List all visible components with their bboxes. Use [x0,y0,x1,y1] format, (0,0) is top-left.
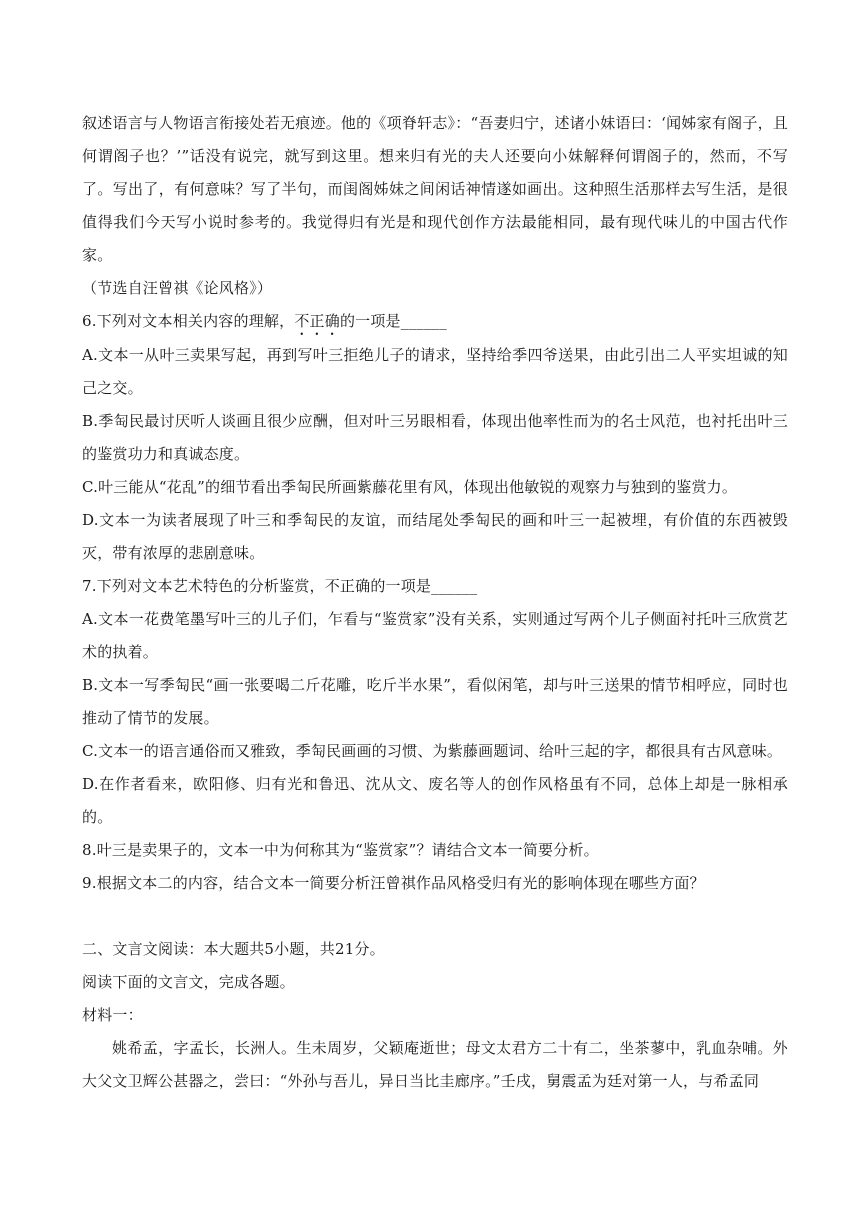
q7-option-a: A.文本一花费笔墨写叶三的儿子们，乍看与“鉴赏家”没有关系，实则通过写两个儿子侧面衬托叶三欣赏艺术的执着。 [82,610,788,661]
q6-option-d: D.文本一为读者展现了叶三和季匋民的友谊，而结尾处季匋民的画和叶三一起被埋，有价值的东西被毁灭，带有浓厚的悲剧意味。 [82,511,788,562]
emphasis-not-correct: 不正确 [294,312,340,330]
material-1-paragraph: 姚希孟，字孟长，长洲人。生未周岁，父颖庵逝世；母文太君方二十有二，坐茶蓼中，乳血杂哺。外大父文卫辉公甚器之，尝曰：“外孙与吾儿，异日当比圭廊序。”壬戌，舅震孟为廷对第一人，与希孟同 [82,1039,788,1090]
question-7-stem: 7.下列对文本艺术特色的分析鉴赏，不正确的一项是______ [82,577,478,595]
q7-option-d: D.在作者看来，欧阳修、归有光和鲁迅、沈从文、废名等人的创作风格虽有不同，总体上却是一脉相承的。 [82,775,788,826]
q6-option-a: A.文本一从叶三卖果写起，再到写叶三拒绝儿子的请求，坚持给季四爷送果，由此引出二人平实坦诚的知己之交。 [82,346,788,397]
section-gap [82,900,788,933]
document-page [82,107,788,1098]
passage-source: （节选自汪曾祺《论风格》） [82,279,273,297]
question-6-stem: 6.下列对文本相关内容的理解，不正确的一项是______ [82,312,447,330]
q6-option-b: B.季匋民最讨厌听人谈画且很少应酬，但对叶三另眼相看，体现出他率性而为的名士风范，也衬托出叶三的鉴赏功力和真诚态度。 [82,412,788,463]
q7-option-c: C.文本一的语言通俗而又雅致，季匋民画画的习惯、为紫藤画题词、给叶三起的字，都很具有古风意味。 [82,742,783,760]
q7-option-b: B.文本一写季匋民“画一张要喝二斤花雕，吃斤半水果”，看似闲笔，却与叶三送果的情节相呼应，同时也推动了情节的发展。 [82,676,788,727]
material-1-label: 材料一： [82,1006,143,1024]
question-8: 8.叶三是卖果子的，文本一中为何称其为“鉴赏家”？请结合文本一简要分析。 [82,841,599,859]
section-2-instruction: 阅读下面的文言文，完成各题。 [82,973,295,991]
question-9: 9.根据文本二的内容，结合文本一简要分析汪曾祺作品风格受归有光的影响体现在哪些方面？ [82,874,705,892]
passage-paragraph: 叙述语言与人物语言衔接处若无痕迹。他的《项脊轩志》：“吾妻归宁，述诸小妹语曰：‘闻姊家有阁子，且何谓阁子也？’”话没有说完，就写到这里。想来归有光的夫人还要向小妹解释何谓阁子的，然而，不写了。写出了，有何意味？写了半句，而闺阁姊妹之间闲话神情遂如画出。这种照生活那样去写生活，是很值得我们今天写小说时参考的。我觉得归有光是和现代创作方法最能相同，最有现代味儿的中国古代作家。 [82,114,788,264]
q6-option-c: C.叶三能从“花乱”的细节看出季匋民所画紫藤花里有风，体现出他敏锐的观察力与独到的鉴赏力。 [82,478,738,496]
section-2-heading: 二、文言文阅读：本大题共5小题，共21分。 [82,940,385,958]
